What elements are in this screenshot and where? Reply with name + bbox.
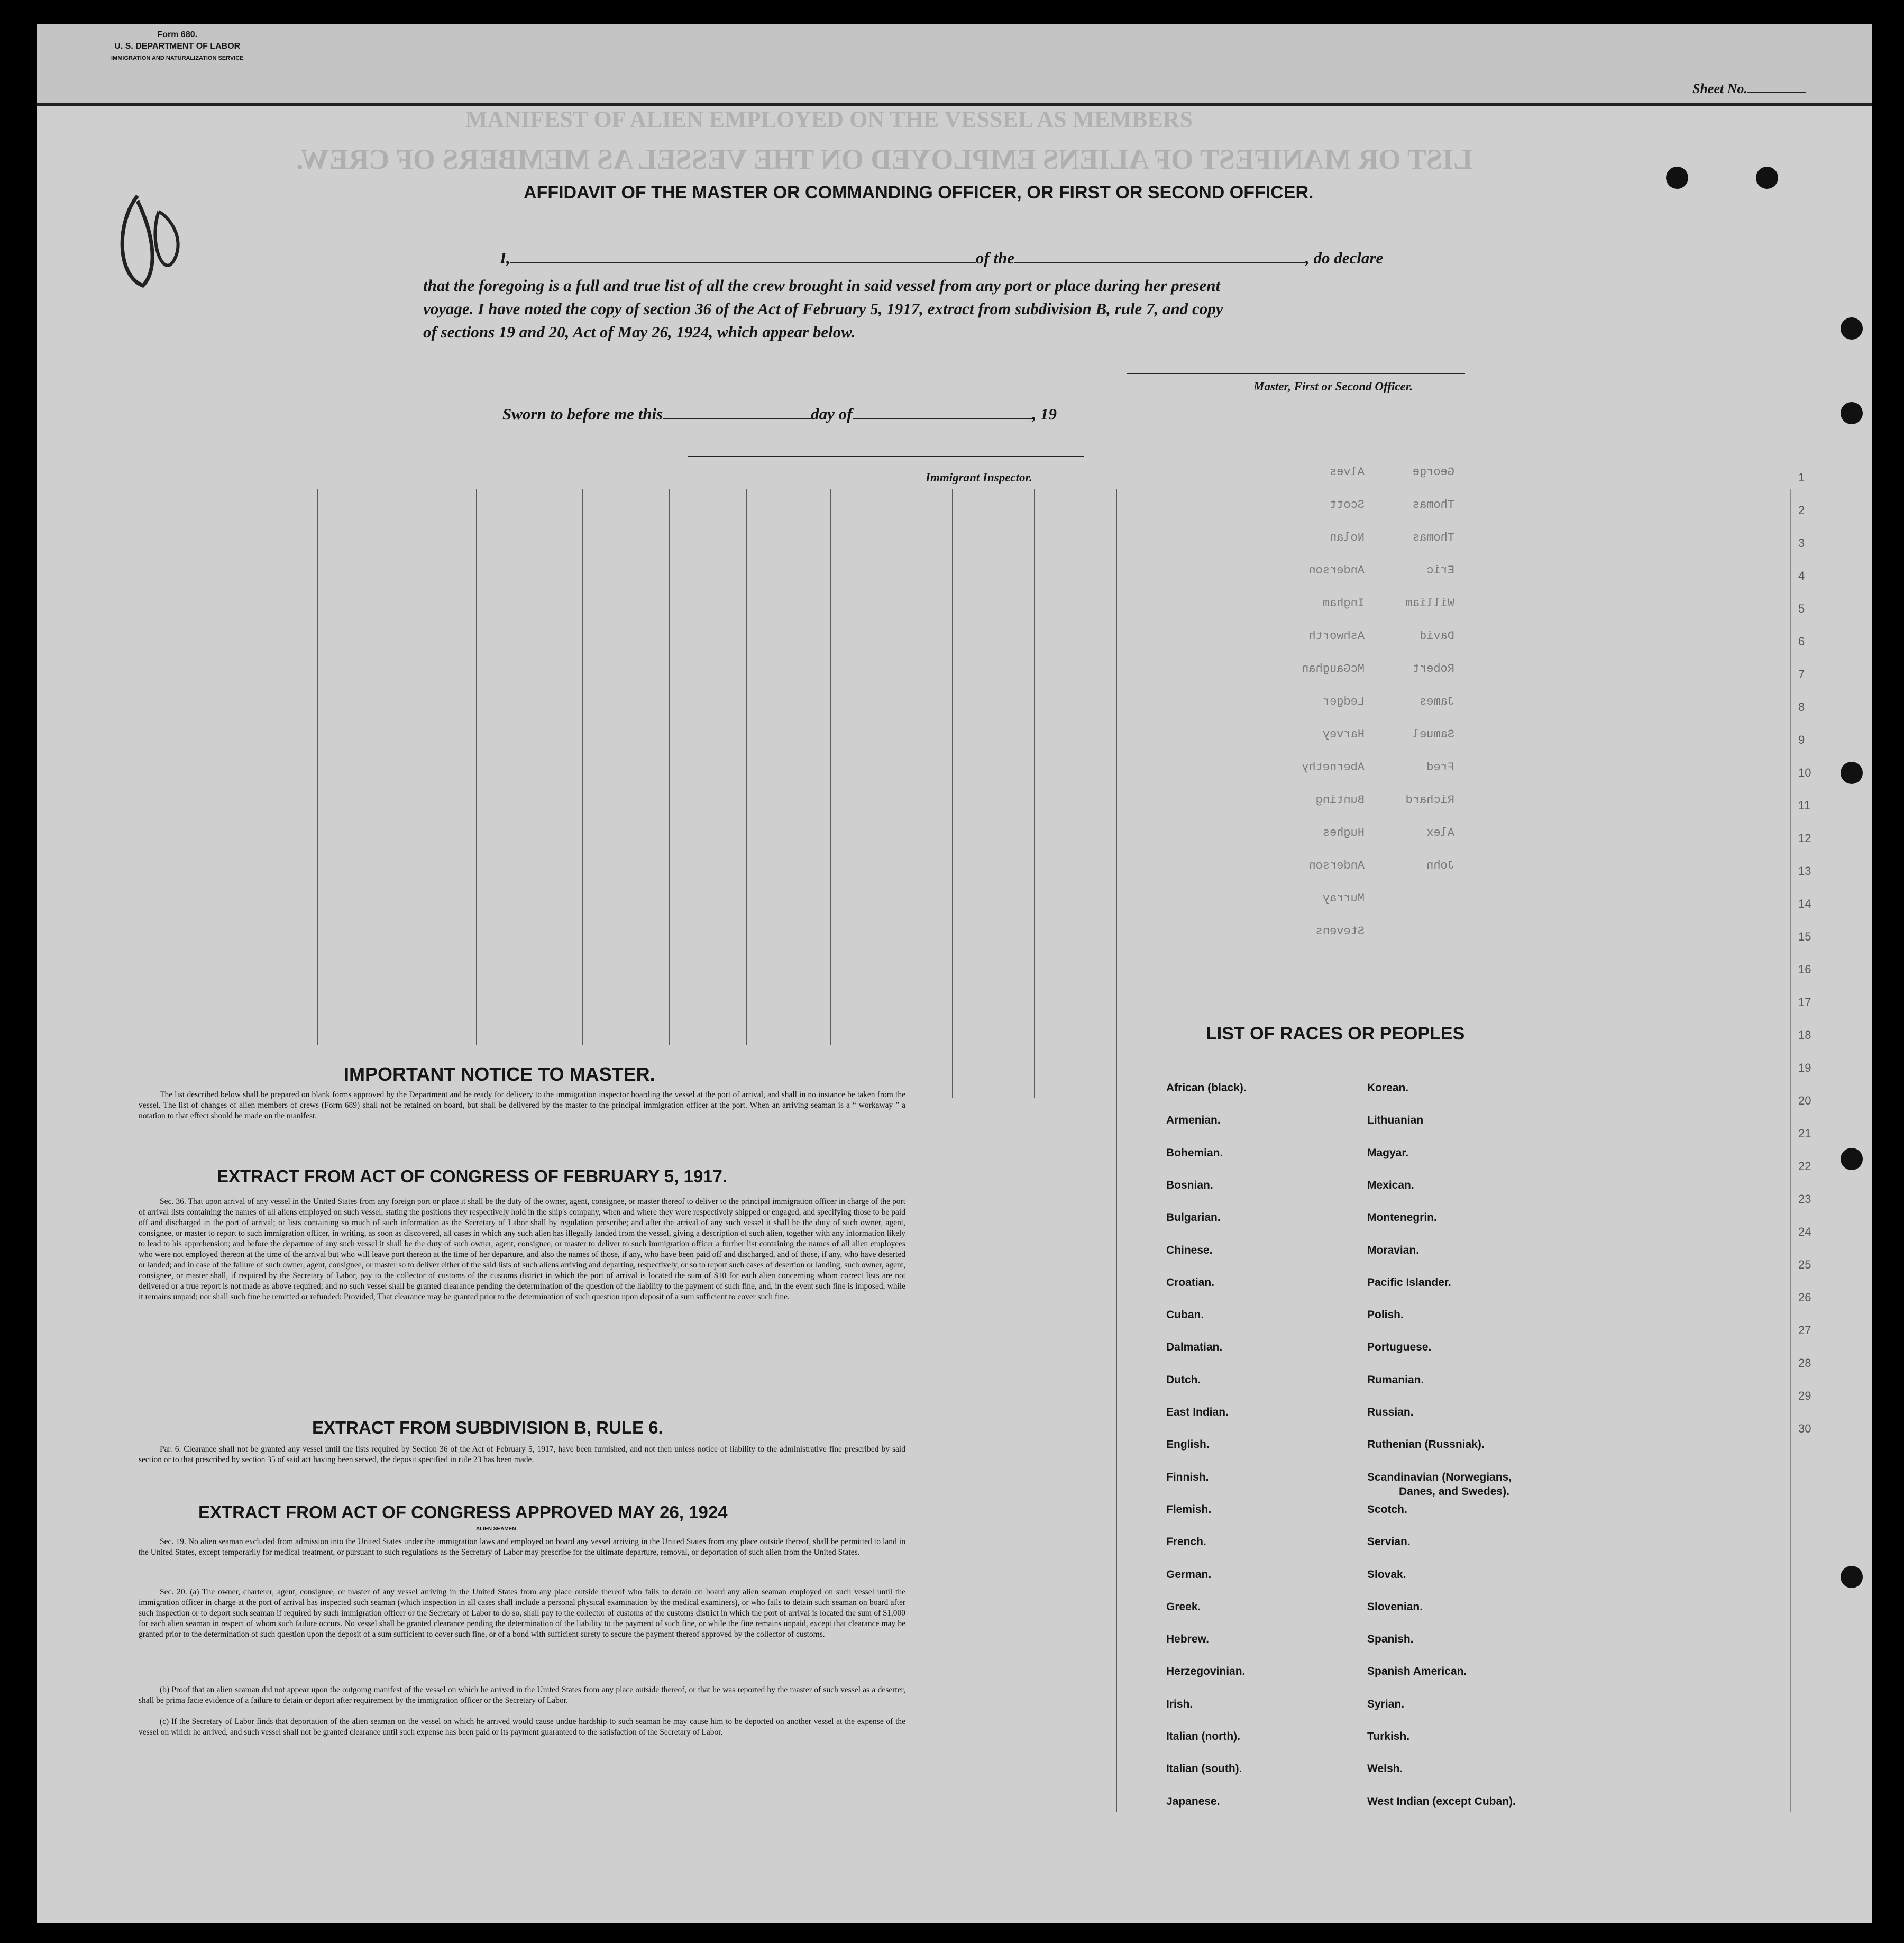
sec20a-body: Sec. 20. (a) The owner, charterer, agent, consignee, or master of any vessel arriving in the United States from any place outside thereof who fails to detain on board any alien seaman employed on such vessel until the immigration officer in charge at the port of arrival has inspected such seaman (which inspection in all cases shall include a personal physical examination by the medical examiners), or who fails to detain such seaman on board after such inspection or to deport such seaman if required by such immigration officer or the Secretary of Labor to do so, shall pay to the collector of customs of the customs district in which the port of arrival is located the sum of $1,000 for each alien seaman in respect of whom such failure occurs. No vessel shall be granted clearance pending the determination of the liability to the payment of such fine, or while the fine remains unpaid, except that clearance may be granted prior to the determination of such question upon the deposit of a sum sufficient to cover such fine, or of a bond with sufficient surety to secure the payment thereof approved by the collector of customs.: [139, 1588, 905, 1639]
column-line: [476, 489, 477, 1045]
race-item: Slovenian.: [1367, 1600, 1423, 1613]
form-header: [111, 29, 244, 64]
race-item: Slovak.: [1367, 1568, 1406, 1581]
bleed-row-number: 5: [1798, 602, 1805, 615]
bleed-given-name: Eric: [1426, 564, 1454, 577]
sec20b-body: (b) Proof that an alien seaman did not appear upon the outgoing manifest of the vessel on which he arrived in the United States from any place outside thereof, or that he was reported by the master of such vessel as a deserter, shall be prima facie evidence of a failure to detain or deport after requirement by the immigration officer or the Secretary of Labor.: [139, 1685, 905, 1705]
bleed-name: Ashworth: [1308, 630, 1365, 643]
bleed-given-name: Alex: [1426, 826, 1454, 840]
signature-line: [1127, 373, 1465, 374]
bleed-name: Ledger: [1322, 695, 1365, 708]
sworn-line: Sworn to before me this day of , 19: [502, 405, 1057, 423]
bleed-given-name: James: [1419, 695, 1454, 708]
race-item: English.: [1166, 1438, 1210, 1451]
race-item: Danes, and Swedes).: [1399, 1485, 1509, 1498]
race-item: Portuguese.: [1367, 1341, 1432, 1354]
race-item: Italian (south).: [1166, 1763, 1242, 1775]
bleed-given-name: David: [1419, 630, 1454, 643]
race-item: French.: [1166, 1536, 1206, 1548]
affidavit-line-4: of sections 19 and 20, Act of May 26, 1924, which appear below.: [423, 323, 856, 341]
extract-1917-body: Sec. 36. That upon arrival of any vessel in the United States from any foreign port or place it shall be the duty of the owner, agent, consignee, or master thereof to deliver to the principal immigration officer in charge of the port of arrival lists containing the names of all aliens employed on such vessel, stating the positions they respectively hold in the ship's company, when and where they were respectively shipped or engaged, and specifying those to be paid off and discharged in the port of arrival; or lists containing so much of such information as the Secretary of Labor shall by regulation prescribe; and after the arrival of any such vessel it shall be the duty of such owner, agent, consignee, or master to report to such immigration officer, in writing, as soon as discovered, all cases in which any such alien has illegally landed from the vessel, giving a description of such alien, together with any information likely to lead to his apprehension; and before the departure of any such vessel it shall be the duty of such owner, agent, consignee, or master to deliver to such immigration officer a further list containing the names of all alien employees who were not employed thereon at the time of the arrival but who will leave port thereon at the time of her departure, and also the names of those, if any, who have been paid off and discharged, and of those, if any, who have deserted or landed; and in case of the failure of such owner, agent, consignee, or master so to deliver either of the said lists of such aliens arriving and departing, respectively, or so to report such cases of desertion or landing, such owner, agent, consignee, or master shall, if required by the Secretary of Labor, pay to the collector of customs of the customs district in which the port of arrival is located the sum of $10 for each alien concerning whom correct lists are not delivered or a true report is not made as above required; and no such vessel shall be granted clearance pending the determination of the question of the liability to the payment of such fine, and, in the event such fine is imposed, while it remains unpaid; nor shall such fine be remitted or refunded: Provided, That clearance may be granted prior to the determination of such question upon deposit of a sum sufficient to cover such fine.: [139, 1197, 905, 1301]
bleed-name: Bunting: [1315, 793, 1365, 807]
bleed-row-number: 10: [1798, 766, 1811, 779]
race-item: Greek.: [1166, 1600, 1201, 1613]
handwritten-mark: [106, 180, 190, 296]
race-item: Spanish American.: [1367, 1665, 1467, 1678]
race-item: Irish.: [1166, 1698, 1193, 1710]
inspector-line: [688, 456, 1084, 457]
race-item: Servian.: [1367, 1536, 1411, 1548]
race-item: Italian (north).: [1166, 1730, 1240, 1743]
column-line: [1034, 489, 1035, 1098]
bleed-given-name: Samuel: [1412, 728, 1454, 741]
race-item: Dalmatian.: [1166, 1341, 1223, 1354]
extract-rule6-body: Par. 6. Clearance shall not be granted any vessel until the lists required by Section 36 of the Act of February 5, 1917, have been furnished, and not then unless notice of liability to the administrative fine prescribed by said section or to that prescribed by section 35 of said act having been served, the deposit specified in rule 23 has been made.: [139, 1445, 905, 1464]
affidavit-title: AFFIDAVIT OF THE MASTER OR COMMANDING OFFICER, OR FIRST OR SECOND OFFICER.: [524, 183, 1314, 203]
inspector-label: Immigrant Inspector.: [926, 471, 1032, 484]
sec19-body: Sec. 19. No alien seaman excluded from admission into the United States under the immigration laws and employed on board any vessel arriving in the United States from any place outside thereof, shall be permitted to land in the United States, except temporarily for medical treatment, or pursuant to such regulations as the Secretary of Labor may prescribe for the ultimate departure, removal, or deportation of such alien from the United States.: [139, 1537, 905, 1557]
bleed-row-number: 26: [1798, 1291, 1811, 1304]
race-item: Pacific Islander.: [1367, 1276, 1451, 1289]
bleed-name: Murray: [1322, 892, 1365, 905]
notice-title: IMPORTANT NOTICE TO MASTER.: [344, 1063, 655, 1085]
bleed-given-name: Richard: [1405, 793, 1454, 807]
bleed-row-number: 6: [1798, 635, 1805, 648]
bleed-name: Alves: [1329, 466, 1365, 479]
column-line: [317, 489, 318, 1045]
race-item: Scandinavian (Norwegians,: [1367, 1471, 1512, 1483]
sec20c-body: (c) If the Secretary of Labor finds that deportation of the alien seaman on the vessel on which he arrived would cause undue hardship to such seaman he may cause him to be deported on another vessel at the expense of the vessel on which he arrived, and such vessel shall not be granted clearance until such expense has been paid or its payment guaranteed to the satisfaction of the Secretary of Labor.: [139, 1717, 905, 1737]
bleed-row-number: 28: [1798, 1356, 1811, 1370]
bleed-row-number: 3: [1798, 536, 1805, 550]
bleed-row-number: 21: [1798, 1127, 1811, 1140]
sheet-number-label: Sheet No.: [1692, 79, 1806, 97]
race-item: German.: [1166, 1568, 1212, 1581]
punch-hole: [1841, 1566, 1863, 1588]
bleed-row-number: 17: [1798, 996, 1811, 1009]
race-item: Moravian.: [1367, 1244, 1420, 1256]
race-item: Syrian.: [1367, 1698, 1405, 1710]
race-item: Spanish.: [1367, 1633, 1414, 1646]
signature-label: Master, First or Second Officer.: [1253, 380, 1413, 393]
bleed-row-number: 12: [1798, 832, 1811, 845]
bleed-row-number: 30: [1798, 1422, 1811, 1435]
column-line: [582, 489, 583, 1045]
column-line: [952, 489, 953, 1098]
bleed-given-name: John: [1426, 859, 1454, 872]
race-item: Ruthenian (Russniak).: [1367, 1438, 1485, 1451]
race-item: Lithuanian: [1367, 1114, 1424, 1127]
bleed-row-number: 15: [1798, 930, 1811, 943]
bleed-row-number: 24: [1798, 1225, 1811, 1238]
bleed-row-number: 23: [1798, 1192, 1811, 1206]
race-item: Bohemian.: [1166, 1146, 1223, 1159]
bleed-name: Scott: [1329, 498, 1365, 512]
race-item: Japanese.: [1166, 1795, 1220, 1808]
extract-1924-subtitle: ALIEN SEAMEN: [476, 1526, 516, 1532]
column-line: [830, 489, 831, 1045]
race-item: Dutch.: [1166, 1373, 1201, 1386]
race-item: Korean.: [1367, 1082, 1409, 1094]
affidavit-line-2: that the foregoing is a full and true list of all the crew brought in said vessel from any port or place during her present: [423, 276, 1221, 295]
race-item: Herzegovinian.: [1166, 1665, 1246, 1678]
race-item: Finnish.: [1166, 1471, 1209, 1483]
bleed-row-number: 4: [1798, 569, 1805, 582]
race-item: Cuban.: [1166, 1309, 1204, 1321]
column-line: [1790, 489, 1791, 1812]
bleed-given-name: William: [1405, 597, 1454, 610]
race-item: Mexican.: [1367, 1179, 1414, 1191]
punch-hole: [1756, 167, 1778, 189]
races-title: LIST OF RACES OR PEOPLES: [1206, 1024, 1465, 1044]
bleed-name: Anderson: [1308, 564, 1365, 577]
bleed-row-number: 11: [1798, 799, 1810, 812]
punch-hole: [1841, 1148, 1863, 1170]
bleed-name: McGaughan: [1302, 662, 1365, 676]
bleed-row-number: 1: [1798, 471, 1805, 484]
race-item: Croatian.: [1166, 1276, 1215, 1289]
race-item: African (black).: [1166, 1082, 1247, 1094]
bleed-row-number: 14: [1798, 897, 1811, 910]
bleed-row-number: 16: [1798, 963, 1811, 976]
punch-hole: [1841, 762, 1863, 784]
punch-hole: [1841, 317, 1863, 340]
race-item: Magyar.: [1367, 1146, 1409, 1159]
bleed-row-number: 2: [1798, 504, 1805, 517]
department: U. S. DEPARTMENT OF LABOR: [114, 42, 241, 51]
race-item: Russian.: [1367, 1406, 1414, 1418]
bleed-name: Harvey: [1322, 728, 1365, 741]
race-item: Montenegrin.: [1367, 1211, 1437, 1224]
extract-1924-title: EXTRACT FROM ACT OF CONGRESS APPROVED MAY 26, 1924: [198, 1502, 728, 1522]
bleed-row-number: 22: [1798, 1160, 1811, 1173]
bleed-row-number: 19: [1798, 1061, 1811, 1074]
bleed-given-name: Thomas: [1412, 498, 1454, 512]
bleed-name: Hughes: [1322, 826, 1365, 840]
column-line: [669, 489, 670, 1045]
form-number: Form 680.: [157, 30, 198, 39]
race-item: Hebrew.: [1166, 1633, 1209, 1646]
column-line: [1116, 489, 1117, 1812]
bleed-given-name: Thomas: [1412, 531, 1454, 544]
race-item: Welsh.: [1367, 1763, 1403, 1775]
race-item: Chinese.: [1166, 1244, 1213, 1256]
bleed-row-number: 20: [1798, 1094, 1811, 1107]
bleed-given-name: Fred: [1426, 761, 1454, 774]
bleed-given-name: Robert: [1412, 662, 1454, 676]
bleed-row-number: 18: [1798, 1028, 1811, 1042]
race-item: Turkish.: [1367, 1730, 1410, 1743]
bleed-name: Ingham: [1322, 597, 1365, 610]
race-item: Scotch.: [1367, 1503, 1407, 1516]
column-line: [746, 489, 747, 1045]
affidavit-line-3: voyage. I have noted the copy of section 36 of the Act of February 5, 1917, extract from subdivision B, rule 7, and copy: [423, 299, 1223, 318]
punch-hole: [1841, 402, 1863, 424]
race-item: Polish.: [1367, 1309, 1404, 1321]
top-strip: [37, 24, 1872, 106]
bleed-title-mirrored: LIST OR MANIFEST OF ALIENS EMPLOYED ON THE VESSEL AS MEMBERS OF CREW.: [296, 143, 1473, 175]
race-item: Rumanian.: [1367, 1373, 1424, 1386]
extract-rule6-title: EXTRACT FROM SUBDIVISION B, RULE 6.: [312, 1418, 663, 1437]
bleed-name: Anderson: [1308, 859, 1365, 872]
race-item: Armenian.: [1166, 1114, 1221, 1127]
punch-hole: [1666, 167, 1688, 189]
race-item: Flemish.: [1166, 1503, 1212, 1516]
race-item: Bosnian.: [1166, 1179, 1213, 1191]
race-item: West Indian (except Cuban).: [1367, 1795, 1516, 1808]
bleed-row-number: 29: [1798, 1389, 1811, 1402]
race-item: East Indian.: [1166, 1406, 1229, 1418]
race-item: Bulgarian.: [1166, 1211, 1221, 1224]
bleed-row-number: 13: [1798, 864, 1811, 878]
bleed-row-number: 27: [1798, 1324, 1811, 1337]
notice-body: The list described below shall be prepared on blank forms approved by the Department and be ready for delivery to the immigration inspector boarding the vessel at the port of arrival, and shall in no instance be taken from the vessel. The list of changes of alien members of crews (Form 689) shall not be retained on board, but shall be delivered by the master to the principal immigration officer at the port. When an arriving seaman is a “ workaway ” a notation to that effect should be made on the manifest.: [139, 1090, 905, 1120]
bleed-row-number: 8: [1798, 700, 1805, 714]
bleed-row-number: 9: [1798, 733, 1805, 746]
extract-1917-title: EXTRACT FROM ACT OF CONGRESS OF FEBRUARY 5, 1917.: [217, 1166, 728, 1186]
service: IMMIGRATION AND NATURALIZATION SERVICE: [111, 55, 244, 61]
bleed-row-number: 7: [1798, 668, 1805, 681]
bleed-name: Nolan: [1329, 531, 1365, 544]
bleed-title: MANIFEST OF ALIEN EMPLOYED ON THE VESSEL AS MEMBERS: [465, 106, 1193, 132]
bleed-given-name: George: [1412, 466, 1454, 479]
bleed-name: Stevens: [1315, 925, 1365, 938]
bleed-name: Abernethy: [1302, 761, 1365, 774]
affidavit-line-1: I, of the , do declare: [500, 249, 1384, 267]
bleed-row-number: 25: [1798, 1258, 1811, 1271]
